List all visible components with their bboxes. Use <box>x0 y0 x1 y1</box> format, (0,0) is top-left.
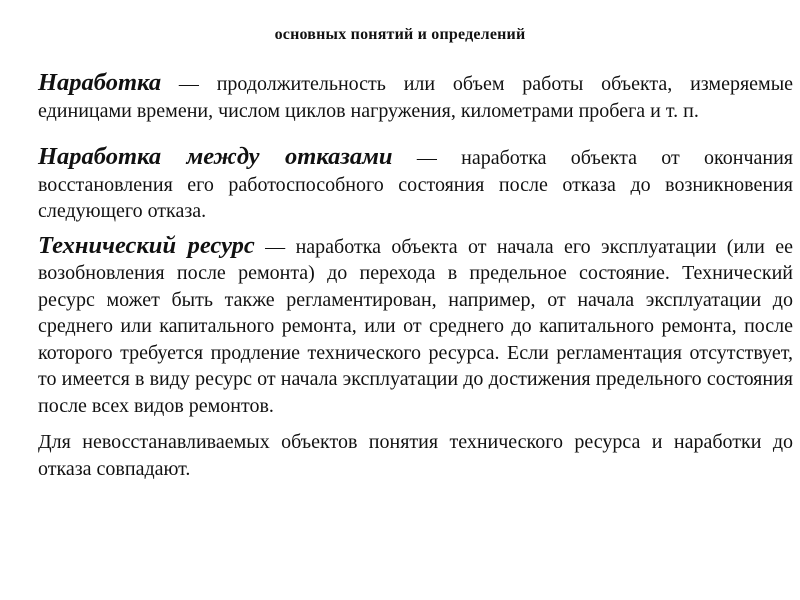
definition-text: наработка объекта от окончания восстановления его работоспособного состояния после отказа до возникновения следующего отказа. <box>38 147 793 222</box>
definition-term: Технический ресурс <box>38 231 255 259</box>
definition-term: Наработка <box>38 69 162 96</box>
definitions-body <box>38 70 793 482</box>
note-paragraph: Для невосстанавливаемых объектов понятия технического ресурса и наработки до отказа совпадают. <box>38 431 793 480</box>
definition-text: продолжительность или объем работы объекта, измеряемые единицами времени, числом циклов нагружения, километрами пробега и т. п. <box>38 73 794 122</box>
definition-text: наработка объекта от начала его эксплуатации (или ее возобновления после ремонта) до перехода в предельное состояние. Технический ресурс может быть также регламентирован, например, от начала эксплуатации до среднего или капитального ремонта, или от среднего до капитального ремонта, после которого требуется продление технического ресурса. Если регламентация отсутствует, то имеется в виду ресурс от начала эксплуатации до достижения предельного состояния после всех видов ремонтов. <box>38 235 794 417</box>
definition-term: Наработка между отказами <box>38 143 393 170</box>
definition-dash: — <box>254 235 296 258</box>
definition-paragraph <box>38 233 793 420</box>
page-title: основных понятий и определений <box>274 26 526 43</box>
definition-dash: — <box>161 73 217 95</box>
definition-dash: — <box>392 147 462 169</box>
definition-paragraph <box>38 70 793 124</box>
definition-paragraph <box>38 144 793 225</box>
